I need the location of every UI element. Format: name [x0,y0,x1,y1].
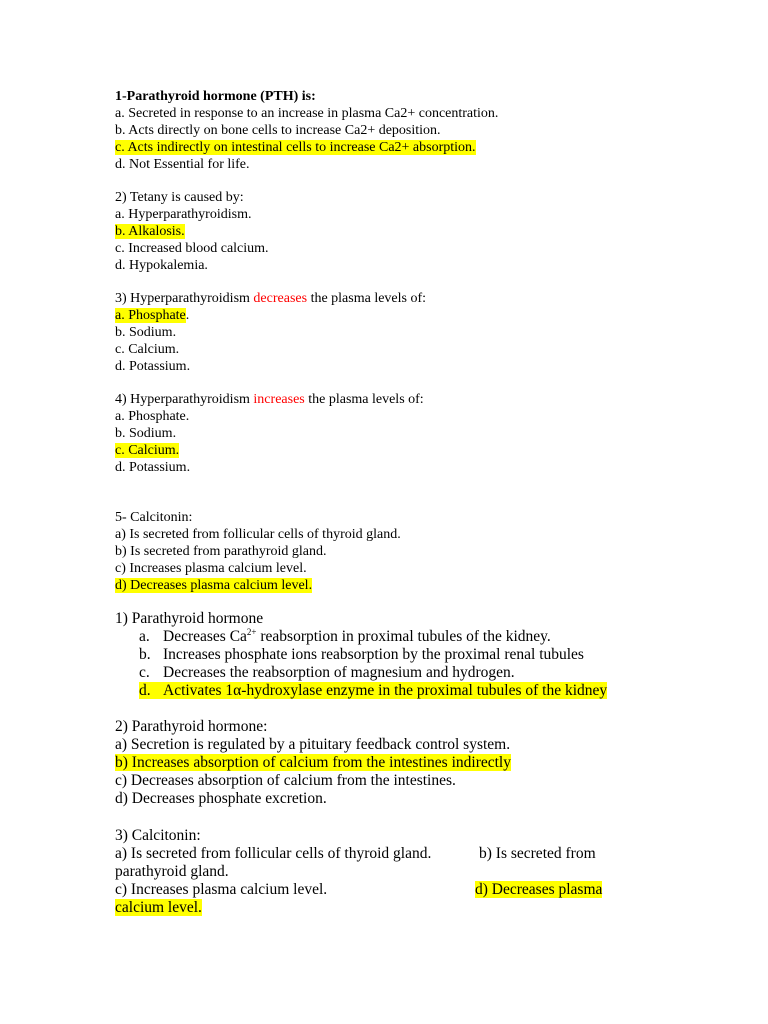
q8-option-d-answer: d) Decreases plasma [475,881,603,898]
q7-option-b-answer: b) Increases absorption of calcium from the intestines indirectly [115,754,511,771]
q1-option-a: a. Secreted in response to an increase in plasma Ca2+ concentration. [115,106,499,121]
q1-title: 1-Parathyroid hormone (PTH) is: [115,89,316,104]
q6-option-d-answer: d. Activates 1α-hydroxylase enzyme in the proximal tubules of the kidney [139,682,608,699]
document-page: 1-Parathyroid hormone (PTH) is: a. Secreted in response to an increase in plasma Ca2+ concentration. b. Acts directly on bone cells to increase Ca2+ deposition. c. Acts indirectly on intestinal cells to increase Ca2+ absorption. d. Not Essential for life. 2) Tetany is caused by: a. Hyperparathyroidism. b. Alkalosis. c. Increased blood calcium. d. Hypokalemia. 3) Hyperparathyroidism decreases the plasma levels of: a. Phosphate. b. Sodium. c. Calcium. d. Potassium. 4) Hyperparathyroidism increases the plasma levels of: a. Phosphate. b. Sodium. c. Calcium. d. Potassium. 5- Calcitonin: a) Is secreted from follicular cells of thyroid gland. b) Is secreted from parathyroid gland. c) Increases plasma calcium level. d) Decreases plasma calcium level. 1) Parathyroid hormone a. Decreases $Ca^{2+}$ reabsorption in proximal tubules of the kidney. b. Increases phosphate ions reabsorption by the proximal renal tubules c. Decreases the reabsorption of magnesium and hydrogen. d. Activates 1α-hydroxylase enzyme in the proximal tubules of the kidney 2) Parathyroid hormone: a) Secretion is regulated by a pituitary feedback control system. b) Increases absorption of calcium from the intestines indirectly c) Decreases absorption of calcium from the intestines. d) Decreases phosphate excretion. 3) Calcitonin: a) Is secreted from follicular cells of thyroid gland. b) Is secreted from parathyroid gland. c) Increases plasma calcium level. d) Decreases plasma calcium level. [115,89,608,916]
q3-option-d: d. Potassium. [115,359,191,374]
q8-option-a: a) Is secreted from follicular cells of thyroid gland. [115,845,432,862]
q8-option-b-cont: parathyroid gland. [115,863,229,880]
q8-option-c: c) Increases plasma calcium level. [115,881,328,898]
q4-emphasis: increases [253,392,305,407]
q6-option-b: b. Increases phosphate ions reabsorption by the proximal renal tubules [139,646,584,663]
q1-option-c-answer: c. Acts indirectly on intestinal cells to increase Ca2+ absorption. [115,140,476,155]
q7-option-d: d) Decreases phosphate excretion. [115,790,327,807]
q4-option-a: a. Phosphate. [115,409,190,424]
q3-title: 3) Hyperparathyroidism decreases the plasma levels of: [115,291,427,306]
q7-option-a: a) Secretion is regulated by a pituitary feedback control system. [115,736,511,753]
q5-title: 5- Calcitonin: [115,510,193,525]
q3-option-c: c. Calcium. [115,342,180,357]
q7-option-c: c) Decreases absorption of calcium from the intestines. [115,772,456,789]
q7-title: 2) Parathyroid hormone: [115,718,268,735]
q2-title: 2) Tetany is caused by: [115,190,244,205]
q6-option-a: a. Decreases $Ca^{2+}$ reabsorption in proximal tubules of the kidney. [139,627,551,645]
q2-option-c: c. Increased blood calcium. [115,241,269,256]
q5-option-b: b) Is secreted from parathyroid gland. [115,544,327,559]
q3-option-b: b. Sodium. [115,325,177,340]
q6-title: 1) Parathyroid hormone [115,610,264,627]
q8-option-d-cont: calcium level. [115,899,202,916]
q1-option-b: b. Acts directly on bone cells to increase Ca2+ deposition. [115,123,441,138]
q6-option-c: c. Decreases the reabsorption of magnesium and hydrogen. [139,664,515,681]
q2-option-a: a. Hyperparathyroidism. [115,207,252,222]
q8-title: 3) Calcitonin: [115,827,201,844]
q4-option-c-answer: c. Calcium. [115,443,180,458]
q8-option-b: b) Is secreted from [479,845,596,862]
q5-option-d-answer: d) Decreases plasma calcium level. [115,578,313,593]
q5-option-a: a) Is secreted from follicular cells of thyroid gland. [115,527,401,542]
q2-option-b-answer: b. Alkalosis. [115,224,185,239]
q4-option-d: d. Potassium. [115,460,191,475]
q3-emphasis: decreases [253,291,308,306]
q1-option-d: d. Not Essential for life. [115,157,250,172]
q3-option-a-answer: a. Phosphate [115,308,186,323]
q4-option-b: b. Sodium. [115,426,177,441]
q5-option-c: c) Increases plasma calcium level. [115,561,307,576]
q4-title: 4) Hyperparathyroidism increases the plasma levels of: [115,392,424,407]
q2-option-d: d. Hypokalemia. [115,258,208,273]
